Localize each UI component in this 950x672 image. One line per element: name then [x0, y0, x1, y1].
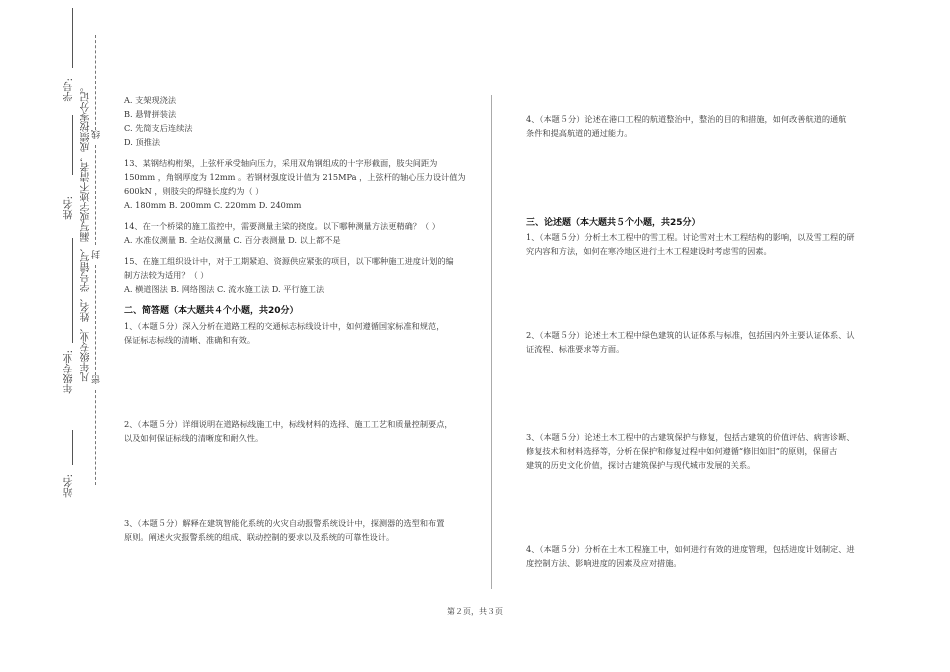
- q13-line3: 600kN ，则肢尖的焊缝长度约为（ ）: [124, 186, 264, 196]
- prev-option-a: A. 支架现浇法: [124, 95, 177, 105]
- essay4-line2: 度控制方法、影响进度的因素及应对措施。: [526, 558, 682, 568]
- zhuanye-line: [72, 238, 73, 343]
- essay3-line3: 建筑的历史文化价值，探讨古建筑保护与现代城市发展的关系。: [526, 460, 756, 470]
- section3-heading: 三、论述题（本大题共５个小题，共25分）: [526, 218, 701, 228]
- prev-option-c: C. 先简支后连续法: [124, 123, 193, 133]
- essay3-line2: 修复技术和材料选择等，分析在保护和修复过程中如何遵循“修旧如旧”的原则，保留古: [526, 446, 838, 456]
- xuehao-line: [72, 8, 73, 68]
- column-divider: [491, 95, 492, 589]
- warning-text: 凡年级专业、姓名、学号错写、漏写或字迹不清者，成绩按零分记。: [81, 82, 92, 382]
- xingming-label: 姓名:: [64, 196, 75, 220]
- dash-bottom: [95, 390, 96, 485]
- q14-options: A. 水准仪测量 B. 全站仪测量 C. 百分表测量 D. 以上都不是: [124, 235, 341, 245]
- q15-line1: 15、在施工组织设计中，对于工期紧迫、资源供应紧张的项目，以下哪种施工进度计划的编: [124, 256, 454, 266]
- short1-line1: 1、（本题５分）深入分析在道路工程的交通标志标线设计中，如何遵循国家标准和规范，: [124, 321, 445, 331]
- q14-line1: 14、在一个桥梁的施工监控中，需要测量主梁的挠度。以下哪种测量方法更精确？（ ）: [124, 221, 440, 231]
- short2-line2: 以及如何保证标线的清晰度和耐久性。: [124, 433, 264, 443]
- short2-line1: 2、（本题５分）详细说明在道路标线施工中，标线材料的选择、施工工艺和质量控制要点，: [124, 419, 453, 429]
- dash-top: [95, 35, 96, 130]
- essay1-line2: 究内容和方法，如何在寒冷地区进行土木工程建设时考虑雪的因素。: [526, 246, 772, 256]
- short4-line2: 条件和提高航道的通过能力。: [526, 128, 633, 138]
- binding-margin: [0, 0, 110, 672]
- xingming-line: [72, 115, 73, 175]
- dash-mid1: [95, 145, 96, 245]
- q13-options: A. 180mm B. 200mm C. 220mm D. 240mm: [124, 200, 302, 210]
- zhanming-label: 站名:: [64, 474, 75, 498]
- prev-option-d: D. 顶推法: [124, 137, 161, 147]
- essay2-line1: 2、（本题５分）论述土木工程中绿色建筑的认证体系与标准，包括国内外主要认证体系、认: [526, 330, 855, 340]
- short1-line2: 保证标志标线的清晰、准确和有效。: [124, 335, 256, 345]
- zhanming-line: [72, 430, 73, 465]
- section2-heading: 二、简答题（本大题共４个小题，共20分）: [124, 306, 299, 316]
- short3-line2: 原则。阐述火灾报警系统的组成、联动控制的要求以及系统的可靠性设计。: [124, 532, 395, 542]
- essay2-line2: 证流程、标准要求等方面。: [526, 344, 625, 354]
- essay1-line1: 1、（本题５分）分析土木工程中的雪工程。讨论雪对土木工程结构的影响，以及雪工程的研: [526, 232, 855, 242]
- short3-line1: 3、（本题５分）解释在建筑智能化系统的火灾自动报警系统设计中，探测器的选型和布置: [124, 518, 445, 528]
- page-footer: 第２页，共３页: [447, 607, 503, 616]
- essay3-line1: 3、（本题５分）论述土木工程中的古建筑保护与修复，包括古建筑的价值评估、病害诊断、: [526, 432, 855, 442]
- q13-line1: 13、某钢结构桁架，上弦杆承受轴向压力，采用双角钢组成的十字形截面，肢尖间距为: [124, 158, 438, 168]
- mi-mark: 密: [92, 375, 102, 384]
- essay4-line1: 4、（本题５分）分析在土木工程施工中，如何进行有效的进度管理，包括进度计划制定、进: [526, 544, 855, 554]
- short4-line1: 4、（本题５分）论述在港口工程的航道整治中，整治的目的和措施，如何改善航道的通航: [526, 114, 847, 124]
- q13-line2: 150mm ，角钢厚度为 12mm 。若钢材强度设计值为 215MPa ，上弦杆的轴心压力设计值为: [124, 172, 466, 182]
- q15-line2: 制方法较为适用？（ ）: [124, 270, 209, 280]
- q15-options: A. 横道图法 B. 网络图法 C. 流水施工法 D. 平行施工法: [124, 284, 325, 294]
- xian-mark: 线: [92, 130, 102, 139]
- xuehao-label: 学号:: [64, 78, 75, 102]
- prev-option-b: B. 悬臂拼装法: [124, 109, 177, 119]
- dash-mid2: [95, 265, 96, 375]
- feng-mark: 封: [92, 250, 102, 259]
- zhuanye-label: 年级专业:: [64, 350, 75, 394]
